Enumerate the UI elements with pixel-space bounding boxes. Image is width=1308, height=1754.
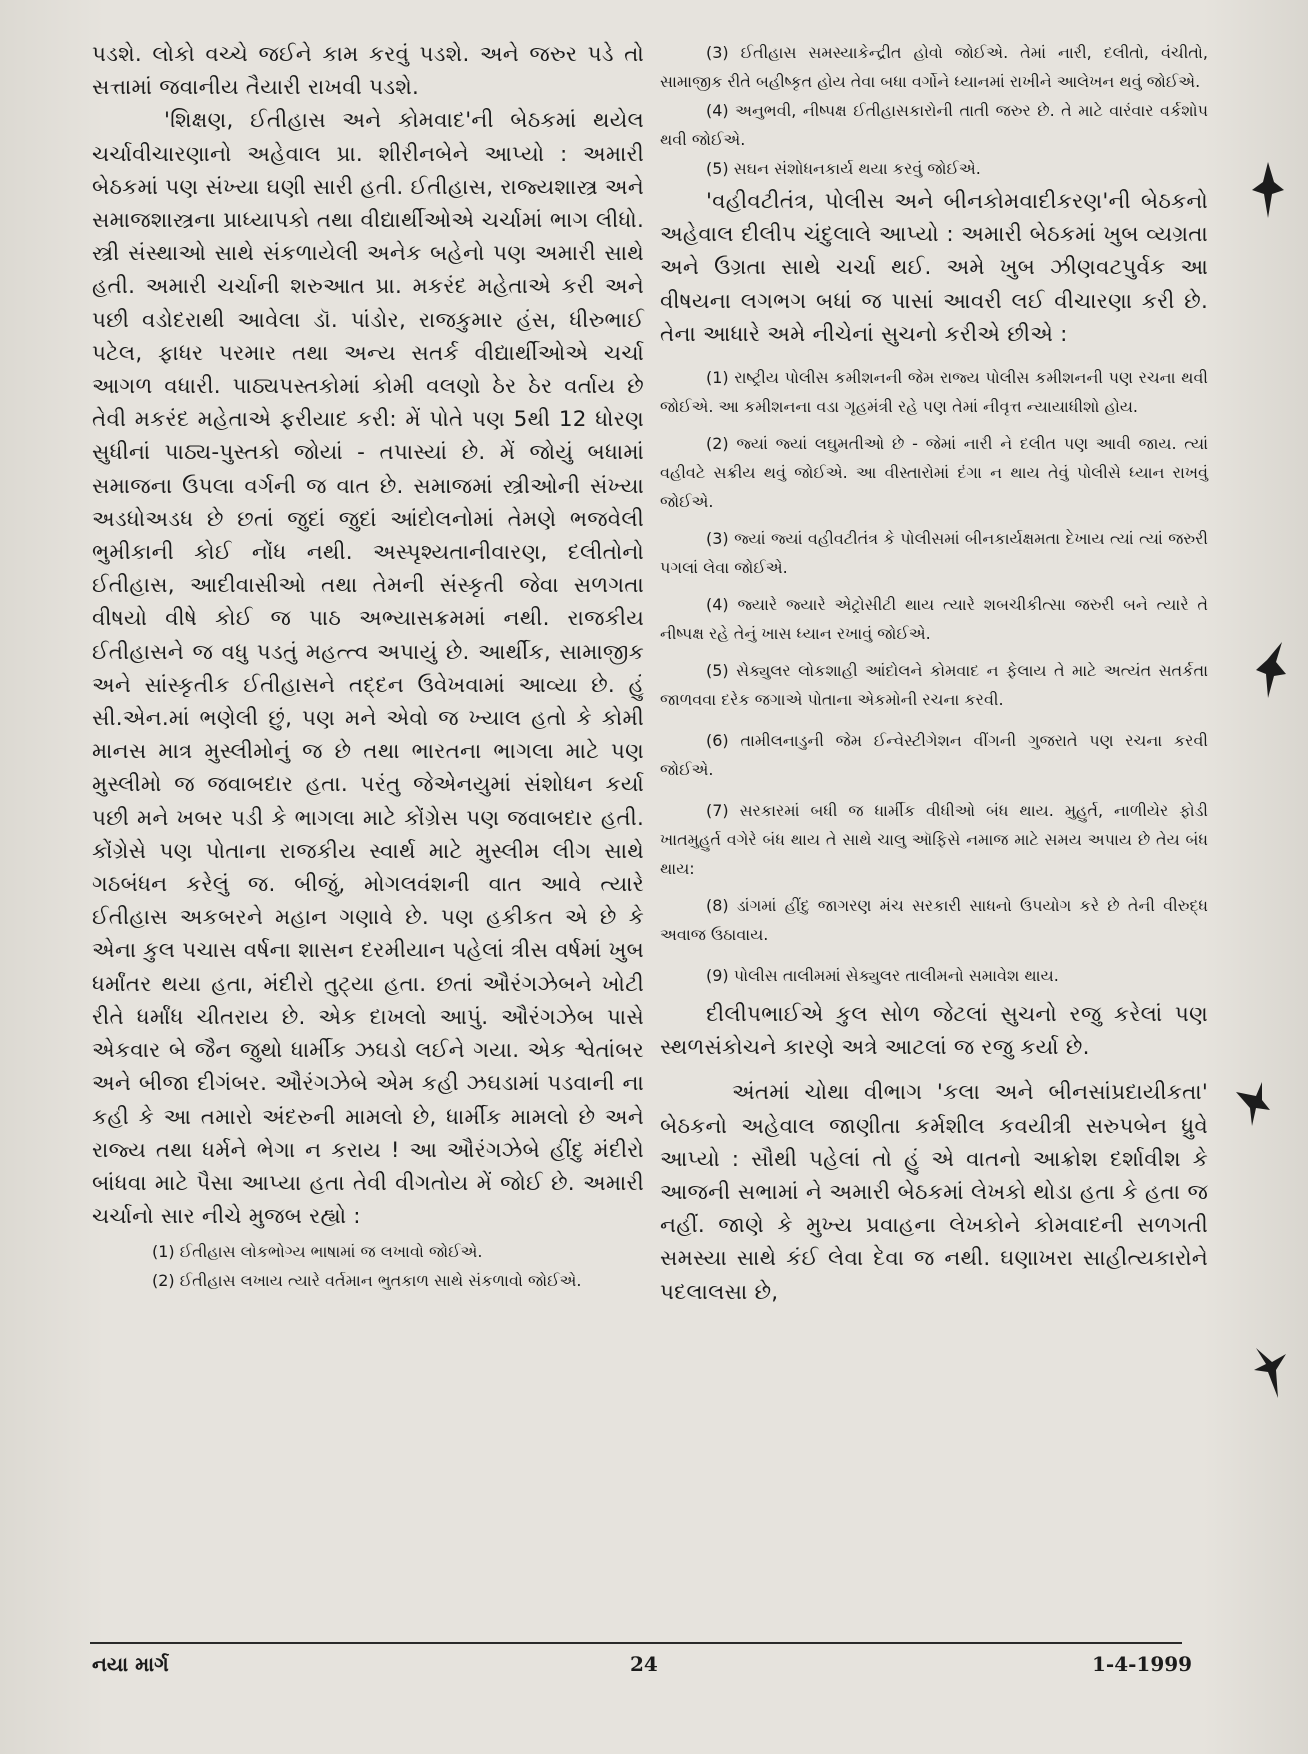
left-column xyxy=(92,38,644,1295)
suggestion-4: (4) જ્યારે જ્યારે એટ્રોસીટી થાય ત્યારે શબચીકીત્સા જરુરી બને ત્યારે તે નીષ્પક્ષ રહે તેનું ખાસ ધ્યાન રખાવું જોઈએ. xyxy=(660,595,1208,644)
punch-hole-mark xyxy=(1232,1080,1272,1130)
suggestion-3: (3) જ્યાં જ્યાં વહીવટીતંત્ર કે પોલીસમાં બીનકાર્યક્ષમતા દેખાય ત્યાં ત્યાં જરુરી પગલાં લેવા જોઈએ. xyxy=(660,529,1208,578)
magazine-name: નયા માર્ગ xyxy=(92,1652,169,1676)
suggestion-9: (9) પોલીસ તાલીમમાં સેક્યુલર તાલીમનો સમાવેશ થાય. xyxy=(706,966,1059,986)
left-paragraph-continuation: પડશે. લોકો વચ્ચે જઈને કામ કરવું પડશે. અને જરુર પડે તો સત્તામાં જવાનીય તૈયારી રાખવી પડશે. xyxy=(92,42,644,101)
punch-hole-mark xyxy=(1250,160,1286,220)
issue-date: 1-4-1999 xyxy=(1092,1652,1193,1676)
history-point-1: (1) ઈતીહાસ લોકભોગ્ય ભાષામાં જ લખાવો જોઈએ. xyxy=(152,1242,483,1262)
right-column xyxy=(660,38,1208,1309)
history-point-3: (3) ઈતીહાસ સમસ્યાકેન્દ્રીત હોવો જોઈએ. તેમાં નારી, દલીતો, વંચીતો, સામાજીક રીતે બહીષ્કૃત હોય તેવા બધા વર્ગોને ધ્યાનમાં રાખીને આલેખન થવું જોઈએ. xyxy=(660,43,1208,91)
history-point-5: (5) સઘન સંશોધનકાર્ય થયા કરવું જોઈએ. xyxy=(706,159,981,178)
education-history-report: 'શિક્ષણ, ઈતીહાસ અને કોમવાદ'ની બેઠકમાં થયેલ ચર્ચાવીચારણાનો અહેવાલ પ્રા. શીરીનબેને આપ્યો : અમારી બેઠકમાં પણ સંખ્યા ઘણી સારી હતી. ઈતીહાસ, રાજ્યશાસ્ત્ર અને સમાજશાસ્ત્રના પ્રાધ્યાપકો તથા વીદ્યાર્થીઓએ ચર્ચામાં ભાગ લીધો. સ્ત્રી સંસ્થાઓ સાથે સંકળાયેલી અનેક બહેનો પણ અમારી સાથે હતી. અમારી ચર્ચાની શરુઆત પ્રા. મકરંદ મહેતાએ કરી અને પછી વડોદરાથી આવેલા ડૉ. પાંડોર, રાજકુમાર હંસ, ધીરુભાઈ પટેલ, ફાધર પરમાર તથા અન્ય સતર્ક વીદ્યાર્થીઓએ ચર્ચા આગળ વધારી. પાઠ્યપસ્તકોમાં કોમી વલણો ઠેર ઠેર વર્તાય છે તેવી મકરંદ મહેતાએ ફરીયાદ કરી: મેં પોતે પણ 5થી 12 ધોરણ સુધીનાં પાઠ્ય-પુસ્તકો જોયાં - તપાસ્યાં છે. મેં જોયું બધામાં સમાજના ઉપલા વર્ગની જ વાત છે. સમાજમાં સ્ત્રીઓની સંખ્યા અડધોઅડધ છે છતાં જુદાં જુદાં આંદોલનોમાં તેમણે ભજવેલી ભુમીકાની કોઈ નોંધ નથી. અસ્પૃશ્યતાનીવારણ, દલીતોનો ઈતીહાસ, આદીવાસીઓ તથા તેમની સંસ્કૃતી જેવા સળગતા વીષયો વીષે કોઈ જ પાઠ અભ્યાસક્રમમાં નથી. રાજકીય ઈતીહાસને જ વધુ પડતું મહત્ત્વ અપાયું છે. આર્થીક, સામાજીક અને સાંસ્કૃતીક ઈતીહાસને તદ્દન ઉવેખવામાં આવ્યા છે. હું સી.એન.માં ભણેલી છું, પણ મને એવો જ ખ્યાલ હતો કે કોમી માનસ માત્ર મુસ્લીમોનું જ છે તથા ભારતના ભાગલા માટે પણ મુસ્લીમો જ જવાબદાર હતા. પરંતુ જેએનયુમાં સંશોધન કર્યા પછી મને ખબર પડી કે ભાગલા માટે કોંગ્રેસ પણ જવાબદાર હતી. કોંગ્રેસે પણ પોતાના રાજકીય સ્વાર્થ માટે મુસ્લીમ લીગ સાથે ગઠબંધન કરેલું જ. બીજું, મોગલવંશની વાત આવે ત્યારે ઈતીહાસ અકબરને મહાન ગણાવે છે. પણ હકીકત એ છે કે એના કુલ પચાસ વર્ષના શાસન દરમીયાન પહેલાં ત્રીસ વર્ષમાં ખુબ ધર્માંતર થયા હતા, મંદીરો તુટ્યા હતા. છતાં ઔરંગઝેબને ખોટી રીતે ધર્માંધ ચીતરાય છે. એક દાખલો આપું. ઔરંગઝેબ પાસે એકવાર બે જૈન જુથો ધાર્મીક ઝઘડો લઈને ગયા. એક શ્વેતાંબર અને બીજા દીગંબર. ઔરંગઝેબે એમ કહી ઝઘડામાં પડવાની ના કહી કે આ તમારો અંદરુની મામલો છે, ધાર્મીક મામલો છે અને રાજ્ય તથા ધર્મને ભેગા ન કરાય ! આ ઔરંગઝેબે હીંદુ મંદીરો બાંધવા માટે પૈસા આપ્યા હતા તેવી વીગતોય મેં જોઈ છે. અમારી ચર્ચાનો સાર નીચે મુજબ રહ્યો : xyxy=(92,108,644,1230)
page-number: 24 xyxy=(630,1652,658,1676)
suggestion-7: (7) સરકારમાં બધી જ ધાર્મીક વીધીઓ બંધ થાય. મુહુર્ત, નાળીયેર ફોડી ખાતમુહુર્ત વગેરે બંધ થાય તે સાથે ચાલુ ઑફિસે નમાજ માટે સમય અપાય છે તેય બંધ થાય: xyxy=(660,801,1208,879)
dilip-summary: દીલીપભાઈએ કુલ સોળ જેટલાં સુચનો રજુ કરેલાં પણ સ્થળસંકોચને કારણે અત્રે આટલાં જ રજુ કર્યા છે. xyxy=(660,1002,1208,1061)
suggestion-2: (2) જ્યાં જ્યાં લઘુમતીઓ છે - જેમાં નારી ને દલીત પણ આવી જાય. ત્યાં વહીવટે સક્રીય થવું જોઈએ. આ વીસ્તારોમાં દંગા ન થાય તેવું પોલીસે ધ્યાન રાખવું જોઈએ. xyxy=(660,434,1208,512)
history-point-4: (4) અનુભવી, નીષ્પક્ષ ઈતીહાસકારોની તાતી જરુર છે. તે માટે વારંવાર વર્કશોપ થવી જોઈએ. xyxy=(660,101,1208,149)
suggestion-6: (6) તામીલનાડુની જેમ ઈન્વેસ્ટીગેશન વીંગની ગુજરાતે પણ રચના કરવી જોઈએ. xyxy=(660,731,1208,780)
punch-hole-mark xyxy=(1252,640,1288,700)
suggestion-8: (8) ડાંગમાં હીંદુ જાગરણ મંચ સરકારી સાધનો ઉપયોગ કરે છે તેની વીરુદ્ધ અવાજ ઉઠાવાય. xyxy=(660,896,1208,945)
punch-hole-mark xyxy=(1250,1340,1290,1400)
administration-report: 'વહીવટીતંત્ર, પોલીસ અને બીનકોમવાદીકરણ'ની બેઠકનો અહેવાલ દીલીપ ચંદુલાલે આપ્યો : અમારી બેઠકમાં ખુબ વ્યગ્રતા અને ઉગ્રતા સાથે ચર્ચા થઈ. અમે ખુબ ઝીણવટપુર્વક આ વીષયના લગભગ બધાં જ પાસાં આવરી લઈ વીચારણા કરી છે. તેના આધારે અમે નીચેનાં સુચનો કરીએ છીએ : xyxy=(660,189,1208,347)
suggestion-1: (1) રાષ્ટ્રીય પોલીસ કમીશનની જેમ રાજ્ય પોલીસ કમીશનની પણ રચના થવી જોઈએ. આ કમીશનના વડા ગૃહમંત્રી રહે પણ તેમાં નીવૃત્ત ન્યાયાધીશો હોય. xyxy=(660,368,1208,417)
suggestion-5: (5) સેક્યુલર લોકશાહી આંદોલને કોમવાદ ન ફેલાય તે માટે અત્યંત સતર્કતા જાળવવા દરેક જગાએ પોતાના એકમોની રચના કરવી. xyxy=(660,661,1208,710)
footer-rule xyxy=(90,1642,1182,1644)
history-point-2: (2) ઈતીહાસ લખાય ત્યારે વર્તમાન ભુતકાળ સાથે સંકળાવો જોઈએ. xyxy=(152,1271,582,1291)
art-secularism-report: અંતમાં ચોથા વીભાગ 'કલા અને બીનસાંપ્રદાયીકતા' બેઠકનો અહેવાલ જાણીતા કર્મશીલ કવયીત્રી સરુપબેન ધ્રુવે આપ્યો : સૌથી પહેલાં તો હું એ વાતનો આક્રોશ દર્શાવીશ કે આજની સભામાં ને અમારી બેઠકમાં લેખકો થોડા હતા કે હતા જ નહીં. જાણે કે મુખ્ય પ્રવાહના લેખકોને કોમવાદની સળગતી સમસ્યા સાથે કંઈ લેવા દેવા જ નથી. ઘણાખરા સાહીત્યકારોને પદલાલસા છે, xyxy=(660,1080,1208,1305)
